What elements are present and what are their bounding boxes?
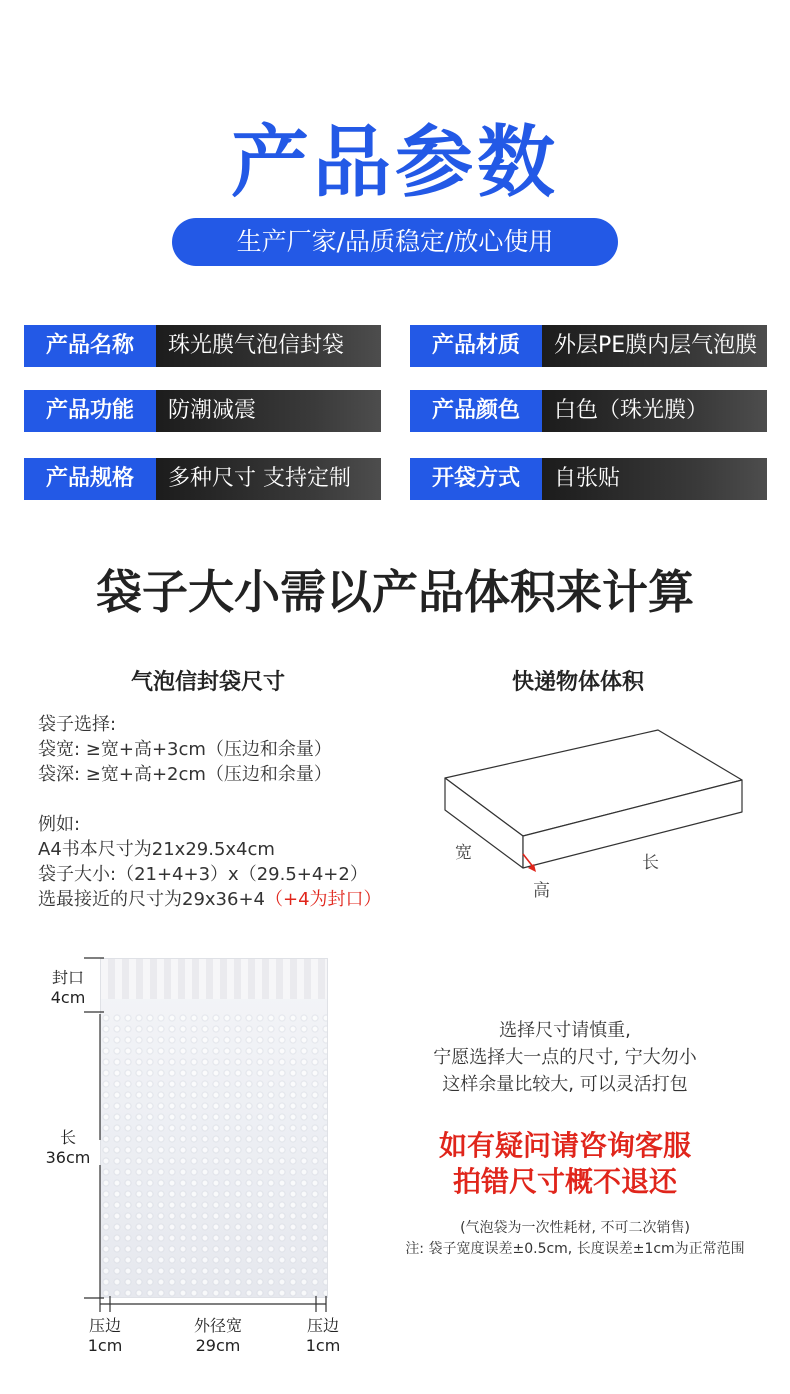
- param-value: 自张贴: [542, 458, 767, 500]
- edge-label: 压边: [88, 1316, 121, 1335]
- width-label: 外径宽: [193, 1316, 242, 1335]
- edge-label: 压边: [306, 1316, 339, 1335]
- item-volume-title: 快递物体体积: [511, 670, 644, 695]
- advice-line: 这样余量比较大, 可以灵活打包: [442, 1074, 688, 1095]
- param-label: 产品名称: [24, 325, 156, 367]
- rules-block: [38, 712, 332, 787]
- param-value: 白色（珠光膜）: [542, 390, 767, 432]
- example-line: A4书本尺寸为21x29.5x4cm: [38, 839, 275, 860]
- example-block: [38, 812, 382, 912]
- seal-label: 封口: [51, 968, 84, 987]
- box-width-label: 宽: [455, 843, 472, 863]
- edge-value: 1cm: [87, 1336, 123, 1355]
- param-label: 产品功能: [24, 390, 156, 432]
- box-illustration: [430, 718, 770, 908]
- param-label: 开袋方式: [410, 458, 542, 500]
- note-line: 注: 袋子宽度误差±0.5cm, 长度误差±1cm为正常范围: [405, 1241, 745, 1257]
- choose-line: [38, 887, 382, 912]
- size-heading: 袋子大小需以产品体积来计算: [96, 565, 694, 619]
- rules-line: 袋宽: ≥宽+高+3cm（压边和余量）: [38, 739, 332, 760]
- warning-line: 拍错尺寸概不退还: [452, 1165, 677, 1198]
- param-label: 产品规格: [24, 458, 156, 500]
- advice-line: 宁愿选择大一点的尺寸, 宁大勿小: [433, 1047, 697, 1068]
- envelope-size-title: 气泡信封袋尺寸: [130, 670, 285, 695]
- param-value: 多种尺寸 支持定制: [156, 458, 381, 500]
- param-label: 产品材质: [410, 325, 542, 367]
- example-title: 例如:: [38, 814, 81, 835]
- choose-note: （+4为封口）: [265, 889, 382, 910]
- param-row-color: [410, 390, 767, 432]
- param-row-name: [24, 325, 381, 367]
- box-length-label: 长: [642, 853, 659, 873]
- choose-text: 选最接近的尺寸为29x36+4: [38, 889, 265, 910]
- advice-block: [390, 1017, 740, 1098]
- param-row-material: [410, 325, 767, 367]
- page-title: 产品参数: [230, 118, 559, 208]
- example-line: 袋子大小:（21+4+3）x（29.5+4+2）: [38, 864, 368, 885]
- param-value: 外层PE膜内层气泡膜: [542, 325, 767, 367]
- warning-line: 如有疑问请咨询客服: [438, 1129, 691, 1162]
- length-dimension: [44, 1128, 92, 1168]
- width-value: 29cm: [195, 1336, 241, 1355]
- param-row-opening: [410, 458, 767, 500]
- rules-line: 袋深: ≥宽+高+2cm（压边和余量）: [38, 764, 332, 785]
- box-height-label: 高: [533, 881, 550, 901]
- width-dimension: [180, 1316, 256, 1356]
- note-block: [380, 1218, 770, 1260]
- advice-line: 选择尺寸请慎重,: [499, 1020, 631, 1041]
- param-value: 珠光膜气泡信封袋: [156, 325, 381, 367]
- rules-line: 袋子选择:: [38, 714, 117, 735]
- param-row-function: [24, 390, 381, 432]
- param-value: 防潮减震: [156, 390, 381, 432]
- length-value: 36cm: [45, 1148, 91, 1167]
- param-row-spec: [24, 458, 381, 500]
- param-label: 产品颜色: [410, 390, 542, 432]
- edge-right-dimension: [298, 1316, 348, 1356]
- warning-block: [390, 1128, 740, 1200]
- seal-dimension: [44, 968, 92, 1008]
- edge-left-dimension: [80, 1316, 130, 1356]
- length-label: 长: [59, 1128, 76, 1147]
- note-line: (气泡袋为一次性耗材, 不可二次销售): [460, 1220, 690, 1236]
- seal-value: 4cm: [50, 988, 86, 1007]
- envelope-dimension-lines: [78, 950, 348, 1320]
- edge-value: 1cm: [305, 1336, 341, 1355]
- tagline-pill: 生产厂家/品质稳定/放心使用: [172, 218, 618, 266]
